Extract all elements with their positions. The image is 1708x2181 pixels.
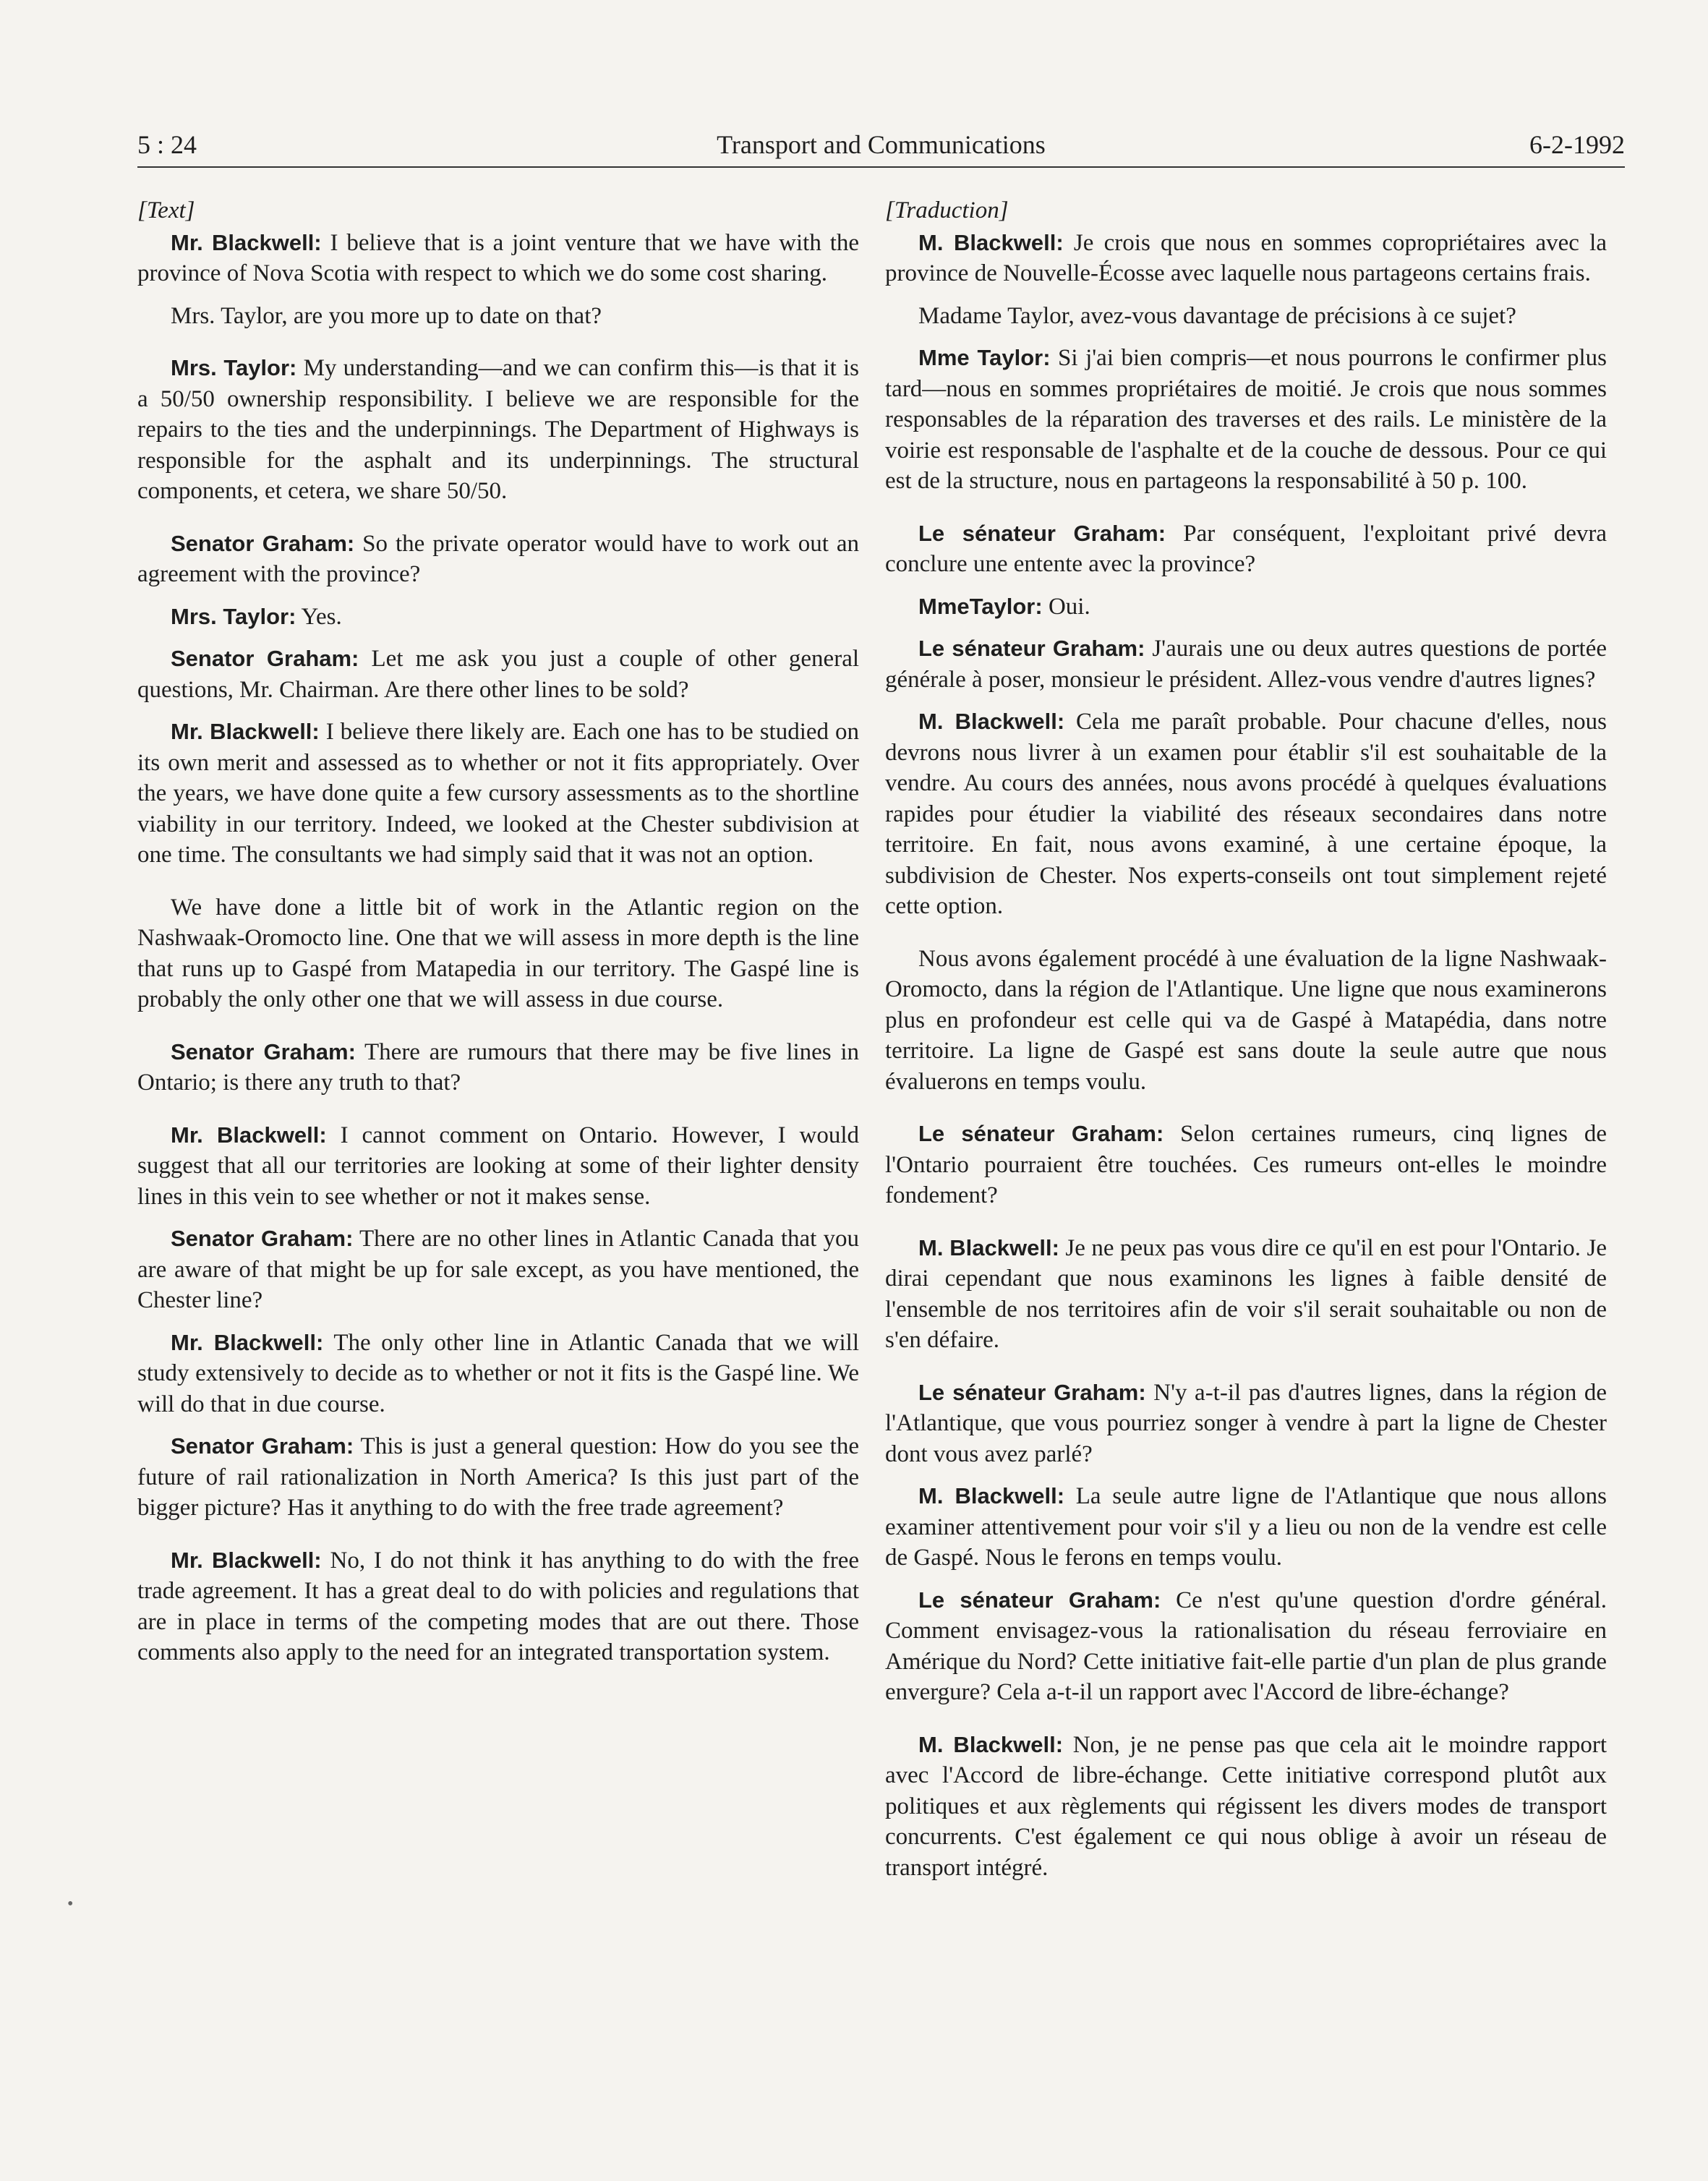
paragraph <box>885 343 1607 497</box>
paragraph-text: Je crois que nous en sommes copropriétaires avec la province de Nouvelle-Écosse avec laquelle nous partageons certains frais. <box>885 229 1607 286</box>
paragraph <box>137 1328 859 1420</box>
paragraph <box>885 1585 1607 1708</box>
margin-mark: • <box>67 1895 74 1913</box>
speaker-name: Mme Taylor: <box>918 345 1051 370</box>
paragraph <box>137 1431 859 1524</box>
speaker-name: Mrs. Taylor: <box>171 355 297 380</box>
speaker-name: M. Blackwell: <box>918 1234 1059 1260</box>
paragraph <box>885 633 1607 695</box>
paragraph <box>885 1481 1607 1574</box>
paragraph <box>137 1120 859 1213</box>
paragraph <box>137 602 859 633</box>
paragraph-text: J'aurais une ou deux autres questions de portée générale à poser, monsieur le président. Allez-vous vendre d'autres lignes? <box>885 636 1607 693</box>
speaker-name: Senator Graham: <box>171 1433 354 1459</box>
speaker-name: Le sénateur Graham: <box>918 520 1166 546</box>
speaker-name: Le sénateur Graham: <box>918 1121 1164 1146</box>
speaker-name: Mrs. Taylor: <box>171 603 296 629</box>
french-column <box>885 195 1607 1895</box>
paragraph <box>885 1378 1607 1470</box>
paragraph-text: Mrs. Taylor, are you more up to date on that? <box>171 302 602 329</box>
paragraph <box>885 592 1607 623</box>
paragraph <box>885 228 1607 289</box>
paragraph <box>137 301 859 332</box>
paragraph-text: Je ne peux pas vous dire ce qu'il en est pour l'Ontario. Je dirai cependant que nous examinons les lignes à faible densité de l'ensemble de nos territoires afin de voir s'il serait souhaitable ou non de s'en défaire. <box>885 1234 1607 1353</box>
paragraph-text: I believe there likely are. Each one has to be studied on its own merit and assessed as to whether or not it fits appropriately. Over the years, we have done quite a few cursory assessments as to the shortline viability in our territory. Indeed, we looked at the Chester subdivision at one time. The consultants we had simply said that it was not an option. <box>137 719 859 868</box>
speaker-name: M. Blackwell: <box>918 229 1064 255</box>
paragraph <box>885 1730 1607 1884</box>
paragraph-text: This is just a general question: How do you see the future of rail rationalization in North America? Is this just part of the bigger picture? Has it anything to do with the free trade agreement? <box>137 1433 860 1521</box>
paragraph-text: Par conséquent, l'exploitant privé devra conclure une entente avec la province? <box>885 520 1607 577</box>
header-date: 6-2-1992 <box>1529 130 1625 159</box>
paragraph <box>885 518 1607 580</box>
translation-marker: [Traduction] <box>885 197 1009 223</box>
paragraph <box>885 301 1607 332</box>
paragraph-text: There are no other lines in Atlantic Canada that you are aware of that might be up for sale except, as you have mentioned, the Chester line? <box>137 1226 859 1313</box>
paragraph-text: Let me ask you just a couple of other general questions, Mr. Chairman. Are there other lines to be sold? <box>137 646 860 703</box>
paragraph-text: Si j'ai bien compris—et nous pourrons le confirmer plus tard—nous en sommes propriétaires de moitié. Je crois que nous sommes responsables de la réparation des traverses et des rails. Le ministère de la voirie est responsable de l'asphalte et de la couche de dessous. Pour ce qui est de la structure, nous en partageons la responsabilité à 50 p. 100. <box>885 345 1607 494</box>
paragraph <box>885 1233 1607 1356</box>
paragraph-text: Non, je ne pense pas que cela ait le moindre rapport avec l'Accord de libre-échange. Cette initiative correspond plutôt aux politiques et aux règlements qui régissent les divers modes de transport concurrents. C'est également ce qui nous oblige à avoir un réseau de transport intégré. <box>885 1731 1607 1881</box>
speaker-name: MmeTaylor: <box>918 593 1043 619</box>
paragraph <box>137 1037 859 1098</box>
english-column <box>137 195 859 1680</box>
paragraph-text: My understanding—and we can confirm this—is that it is a 50/50 ownership responsibility. I believe we are responsible for the repairs to the ties and the underpinnings. The Department of Highways is responsible for the asphalt and its underpinnings. The structural components, et cetera, we share 50/50. <box>137 355 860 504</box>
paragraph <box>137 717 859 871</box>
paragraph-text: I cannot comment on Ontario. However, I would suggest that all our territories are looking at some of their lighter density lines in this vein to see whether or not it makes sense. <box>137 1122 860 1210</box>
speaker-name: Senator Graham: <box>171 1226 354 1251</box>
paragraph-text: I believe that is a joint venture that we have with the province of Nova Scotia with respect to which we do some cost sharing. <box>137 229 860 286</box>
paragraph-text: So the private operator would have to work out an agreement with the province? <box>137 530 860 587</box>
paragraph-text: Selon certaines rumeurs, cinq lignes de l'Ontario pourraient être touchées. Ces rumeurs ont-elles le moindre fondement? <box>885 1121 1607 1208</box>
paragraph-text: We have done a little bit of work in the Atlantic region on the Nashwaak-Oromocto line. One that we will assess in more depth is the line that runs up to Gaspé from Matapedia in our territory. The Gaspé line is probably the only other one that we will assess in due course. <box>137 894 859 1012</box>
speaker-name: Mr. Blackwell: <box>171 719 320 744</box>
paragraph-text: N'y a-t-il pas d'autres lignes, dans la région de l'Atlantique, que vous pourriez songer à vendre à part la ligne de Chester dont vous avez parlé? <box>885 1379 1607 1467</box>
paragraph-text: No, I do not think it has anything to do with the free trade agreement. It has a great deal to do with policies and regulations that are in place in terms of the competing modes that are out there. Those comments also apply to the need for an integrated transportation system. <box>137 1547 860 1665</box>
speaker-name: Le sénateur Graham: <box>918 1379 1146 1405</box>
speaker-name: Le sénateur Graham: <box>918 636 1145 661</box>
paragraph <box>137 644 859 705</box>
publication-title: Transport and Communications <box>717 130 1046 159</box>
paragraph <box>137 228 859 289</box>
speaker-name: Mr. Blackwell: <box>171 1122 327 1148</box>
speaker-name: Le sénateur Graham: <box>918 1587 1161 1613</box>
paragraph <box>885 707 1607 922</box>
paragraph <box>885 944 1607 1098</box>
paragraph-text: Ce n'est qu'une question d'ordre général. Comment envisagez-vous la rationalisation du réseau ferroviaire en Amérique du Nord? Cette initiative fait-elle partie d'un plan de plus grande envergure? Cela a-t-il un rapport avec l'Accord de libre-échange? <box>885 1587 1607 1705</box>
page-header <box>137 123 1625 168</box>
paragraph <box>885 1119 1607 1211</box>
paragraph <box>137 353 859 507</box>
paragraph-text: There are rumours that there may be five lines in Ontario; is there any truth to that? <box>137 1038 859 1096</box>
paragraph <box>137 529 859 590</box>
paragraph <box>137 892 859 1015</box>
paragraph-text: The only other line in Atlantic Canada that we will study extensively to decide as to whether or not it fits is the Gaspé line. We will do that in due course. <box>137 1329 859 1417</box>
speaker-name: Senator Graham: <box>171 530 355 556</box>
speaker-name: Mr. Blackwell: <box>171 229 322 255</box>
speaker-name: Senator Graham: <box>171 1038 356 1064</box>
paragraph-text: La seule autre ligne de l'Atlantique que nous allons examiner attentivement pour voir s'il y a lieu ou non de la vendre est celle de Gaspé. Nous le ferons en temps voulu. <box>885 1483 1607 1571</box>
speaker-name: M. Blackwell: <box>918 1731 1064 1757</box>
paragraph-text: Oui. <box>1048 593 1090 620</box>
paragraph <box>137 1545 859 1668</box>
speaker-name: Senator Graham: <box>171 646 359 671</box>
speaker-name: Mr. Blackwell: <box>171 1329 324 1355</box>
paragraph-text: Cela me paraît probable. Pour chacune d'elles, nous devrons nous livrer à un examen pour établir s'il est souhaitable de la vendre. Au cours des années, nous avons procédé à quelques évaluations rapides pour étudier la viabilité des réseaux secondaires dans notre territoire. En fait, nous avons examiné, à une certaine époque, la subdivision de Chester. Nos experts-conseils ont tout simplement rejeté cette option. <box>885 709 1607 919</box>
speaker-name: Mr. Blackwell: <box>171 1547 322 1573</box>
speaker-name: M. Blackwell: <box>918 709 1065 734</box>
speaker-name: M. Blackwell: <box>918 1483 1065 1508</box>
paragraph <box>137 1224 859 1316</box>
paragraph-text: Yes. <box>301 603 342 630</box>
page-number: 5 : 24 <box>137 130 197 159</box>
text-marker: [Text] <box>137 197 195 223</box>
paragraph-text: Nous avons également procédé à une évaluation de la ligne Nashwaak-Oromocto, dans la région de l'Atlantique. Une ligne que nous examinerons plus en profondeur est celle qui va de Gaspé à Matapédia, dans notre territoire. La ligne de Gaspé est sans doute la seule autre que nous évaluerons en temps voulu. <box>885 945 1607 1095</box>
paragraph-text: Madame Taylor, avez-vous davantage de précisions à ce sujet? <box>918 302 1516 329</box>
